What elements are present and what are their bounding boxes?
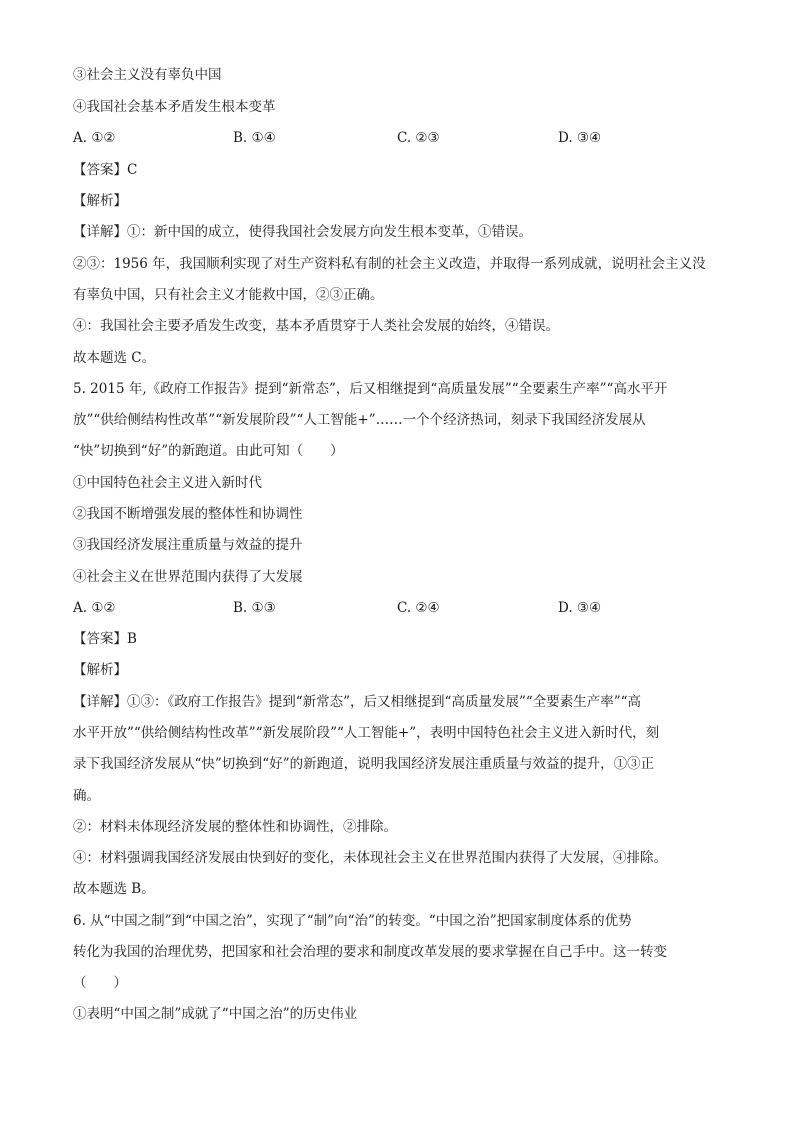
q4-statement-4: ④我国社会基本矛盾发生根本变革 (73, 99, 276, 115)
q5-detail-line: 故本题选 B。 (73, 881, 155, 897)
q5-detail-line: 【详解】①③：《政府工作报告》提到“新常态”，后又相继提到“高质量发展”“全要素生产率”“高 (73, 694, 642, 710)
q5-detail-line: ②：材料未体现经济发展的整体性和协调性，②排除。 (73, 819, 397, 835)
q6-stem-line: 6. 从“中国之制”到“中国之治”，实现了“制”向“治”的转变。“中国之治”把国家制度体系的优势 (73, 913, 632, 929)
q5-statement: ③我国经济发展注重质量与效益的提升 (73, 537, 303, 553)
q6-stem-line: （ ） (73, 975, 127, 991)
q4-detail-line: 有辜负中国，只有社会主义才能救中国，②③正确。 (73, 287, 384, 303)
q4-answer (73, 160, 723, 180)
q5-detail-line: 确。 (73, 788, 100, 804)
q5-detail-line: 水平开放”“供给侧结构性改革”“新发展阶段”“人工智能+”，表明中国特色社会主义进入新时代，刻 (73, 725, 660, 741)
q5-stem-line: 放”“供给侧结构性改革”“新发展阶段”“人工智能+”……一个个经济热词，刻录下我国经济发展从 (73, 412, 646, 428)
q5-answer (73, 629, 723, 649)
q5-statement: ①中国特色社会主义进入新时代 (73, 475, 262, 491)
q5-option-b: B. ①③ (233, 600, 276, 616)
q4-option-c: C. ②③ (397, 130, 440, 146)
q5-statement: ④社会主义在世界范围内获得了大发展 (73, 569, 303, 585)
q5-stem-line: “快”切换到“好”的新跑道。由此可知（ ） (73, 443, 344, 459)
answer-label: 【答案】 (73, 631, 127, 647)
q5-statement: ②我国不断增强发展的整体性和协调性 (73, 506, 303, 522)
q5-analysis-label: 【解析】 (73, 662, 127, 678)
q5-option-a: A. ①② (73, 600, 116, 616)
q5-options (73, 598, 723, 618)
answer-value: B (127, 631, 137, 647)
q5-stem-line: 5. 2015 年,《政府工作报告》提到“新常态”，后又相继提到“高质量发展”“全要素生产率”“高水平开 (73, 381, 668, 397)
q5-option-c: C. ②④ (397, 600, 440, 616)
q4-analysis-label: 【解析】 (73, 193, 127, 209)
q4-detail-line: 【详解】①：新中国的成立，使得我国社会发展方向发生根本变革，①错误。 (73, 224, 532, 240)
q4-option-a: A. ①② (73, 130, 116, 146)
q4-detail-line: ②③：1956 年，我国顺利实现了对生产资料私有制的社会主义改造，并取得一系列成就，说明社会主义没 (73, 256, 706, 272)
q4-options (73, 128, 723, 148)
q4-option-b: B. ①④ (233, 130, 276, 146)
q5-detail-line: 录下我国经济发展从“快”切换到“好”的新跑道，说明我国经济发展注重质量与效益的提升，①③正 (73, 756, 655, 772)
answer-label: 【答案】 (73, 162, 127, 178)
q4-detail-line: 故本题选 C。 (73, 350, 156, 366)
q4-detail-line: ④：我国社会主要矛盾发生改变，基本矛盾贯穿于人类社会发展的始终，④错误。 (73, 318, 559, 334)
q5-option-d: D. ③④ (558, 600, 602, 616)
q5-detail-line: ④：材料强调我国经济发展由快到好的变化，未体现社会主义在世界范围内获得了大发展，④排除。 (73, 850, 667, 866)
q6-stem-line: 转化为我国的治理优势，把国家和社会治理的要求和制度改革发展的要求掌握在自己手中。这一转变 (73, 944, 667, 960)
q4-option-d: D. ③④ (558, 130, 602, 146)
answer-value: C (127, 162, 138, 178)
q6-statement: ①表明“中国之制”成就了“中国之治”的历史伟业 (73, 1006, 358, 1022)
q4-statement-3: ③社会主义没有辜负中国 (73, 67, 222, 83)
